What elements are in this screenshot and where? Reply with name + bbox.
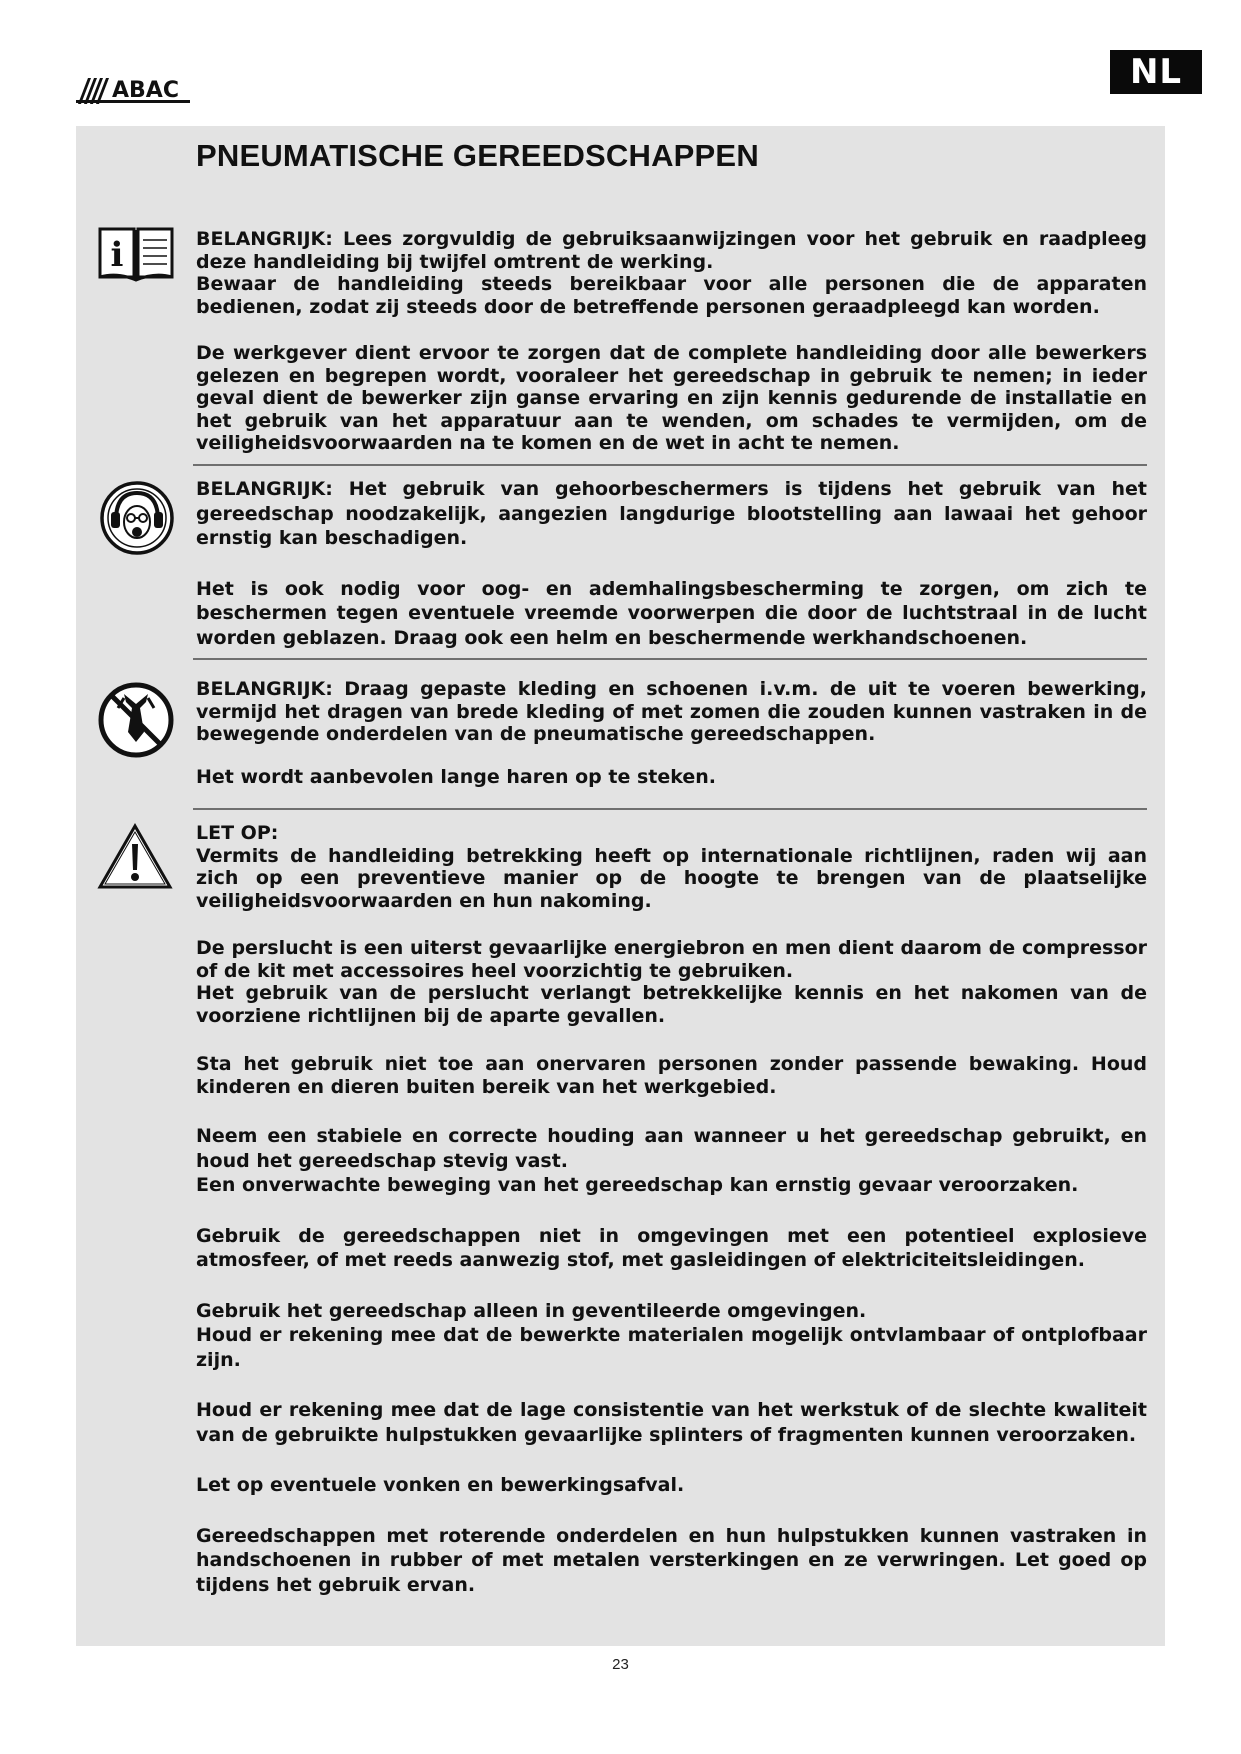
paragraph: Gebruik de gereedschappen niet in omgevingen met een potentieel explosieve atmosfeer, of met reeds aanwezig stof, met gasleidingen of elektriciteitsleidingen. (196, 1224, 1147, 1271)
paragraph: Houd er rekening mee dat de bewerkte materialen mogelijk ontvlambaar of ontplofbaar zijn. (196, 1324, 1147, 1371)
paragraph: Houd er rekening mee dat de lage consistentie van het werkstuk of de slechte kwaliteit van de gebruikte hulpstukken gevaarlijke splinters of fragmenten kunnen veroorzaken. (196, 1399, 1147, 1446)
paragraph: Gebruik het gereedschap alleen in geventileerde omgevingen. (196, 1299, 867, 1322)
paragraph: Bewaar de handleiding steeds bereikbaar voor alle personen die de apparaten bedienen, zodat zij steeds door de betreffende personen geraadpleegd kan worden. (196, 273, 1147, 318)
section-divider (193, 808, 1147, 810)
paragraph: Het wordt aanbevolen lange haren op te steken. (196, 765, 716, 788)
language-badge: NL (1110, 50, 1202, 94)
paragraph: De werkgever dient ervoor te zorgen dat de complete handleiding door alle bewerkers gelezen en begrepen wordt, vooraleer het gereedschap in gebruik te nemen; in ieder geval dient de bewerker zijn ganse ervaring en zijn kennis gedurende de installatie en het gebruik van het apparatuur aan te wenden, om schades te vermijden, om de veiligheidsvoorwaarden na te komen en de wet in acht te nemen. (196, 342, 1147, 454)
warning-triangle-icon (97, 822, 173, 890)
no-loose-clothing-icon (96, 680, 176, 760)
section-clothing (196, 678, 1147, 788)
paragraph: Let op eventuele vonken en bewerkingsafval. (196, 1474, 685, 1496)
ear-eye-protection-icon (99, 480, 175, 556)
section-hearing-protection (196, 477, 1147, 650)
logo-text: ABAC (112, 78, 179, 103)
paragraph: Neem een stabiele en correcte houding aan wanneer u het gereedschap gebruikt, en houd het gereedschap stevig vast. (196, 1125, 1147, 1172)
svg-text:i: i (110, 235, 124, 275)
paragraph: BELANGRIJK: Lees zorgvuldig de gebruiksaanwijzingen voor het gebruik en raadpleeg deze handleiding bij twijfel omtrent de werking. (196, 228, 1147, 273)
paragraph: Een onverwachte beweging van het gereedschap kan ernstig gevaar veroorzaken. (196, 1174, 1079, 1196)
manual-info-icon (96, 226, 176, 284)
section-warning (196, 822, 1147, 1597)
paragraph: Het is ook nodig voor oog- en ademhalingsbescherming te zorgen, om zich te beschermen tegen eventuele vreemde voorwerpen die door de luchtstraal in de lucht worden geblazen. Draag ook een helm en beschermende werkhandschoenen. (196, 577, 1147, 649)
paragraph: Het gebruik van de perslucht verlangt betrekkelijke kennis en het nakomen van de voorziene richtlijnen bij de aparte gevallen. (196, 982, 1147, 1027)
section-divider (193, 464, 1147, 466)
section-reading-instructions (196, 228, 1147, 455)
section-divider (193, 658, 1147, 660)
warning-heading: LET OP: (196, 822, 279, 844)
paragraph: Sta het gebruik niet toe aan onervaren personen zonder passende bewaking. Houd kinderen en dieren buiten bereik van het werkgebied. (196, 1053, 1147, 1098)
paragraph: De perslucht is een uiterst gevaarlijke energiebron en men dient daarom de compressor of de kit met accessoires heel voorzichtig te gebruiken. (196, 937, 1147, 982)
page-title: PNEUMATISCHE GEREEDSCHAPPEN (196, 138, 759, 173)
abac-logo (76, 72, 192, 106)
paragraph: BELANGRIJK: Draag gepaste kleding en schoenen i.v.m. de uit te voeren bewerking, vermijd het dragen van brede kleding of met zomen die zouden kunnen vastraken in de bewegende onderdelen van de pneumatische gereedschappen. (196, 678, 1147, 745)
paragraph: BELANGRIJK: Het gebruik van gehoorbeschermers is tijdens het gebruik van het gereedschap noodzakelijk, aangezien langdurige blootstelling aan lawaai het gehoor ernstig kan beschadigen. (196, 478, 1147, 549)
paragraph: Vermits de handleiding betrekking heeft op internationale richtlijnen, raden wij aan zich op een preventieve manier op de hoogte te brengen van de plaatselijke veiligheidsvoorwaarden en hun nakoming. (196, 844, 1147, 912)
page-number: 23 (612, 1656, 629, 1673)
paragraph: Gereedschappen met roterende onderdelen en hun hulpstukken kunnen vastraken in handschoenen in rubber of met metalen versterkingen en ze verwringen. Let goed op tijdens het gebruik ervan. (196, 1524, 1147, 1596)
